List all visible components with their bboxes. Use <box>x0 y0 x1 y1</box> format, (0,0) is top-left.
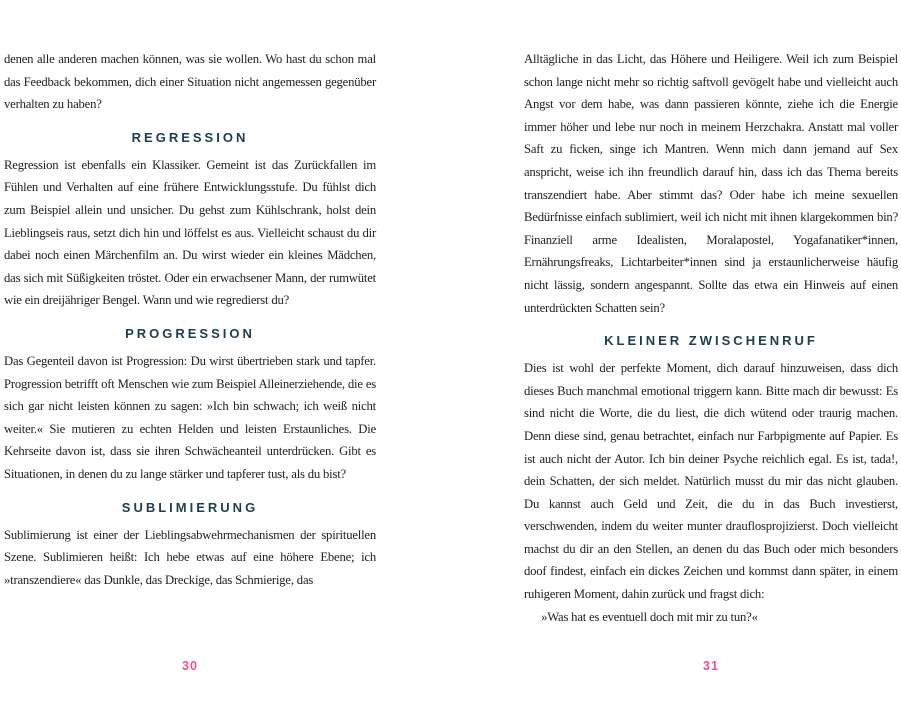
section-heading: PROGRESSION <box>125 325 255 341</box>
section-heading: REGRESSION <box>131 129 249 145</box>
body-paragraph: Das Gegenteil davon ist Progression: Du wirst übertrieben stark und tapfer. Progression betrifft oft Menschen wie zum Beispiel Alleinerziehende, die es sich gar nicht leisten können zu sagen: »Ich bin schwach; ich weiß nicht weiter.« Sie mutieren zu echten Helden und leisten Erstaunliches. Die Kehrseite davon ist, dass sie ihren Schwächeanteil unterdrücken. Gibt es Situationen, in denen du zu lange stärker und tapferer tust, als du bist? <box>4 353 376 481</box>
section-heading: KLEINER ZWISCHENRUF <box>604 333 818 349</box>
body-paragraph: Dies ist wohl der perfekte Moment, dich darauf hinzuweisen, dass dich dieses Buch manchmal emotional triggern kann. Bitte mach dir bewusst: Es sind nicht die Worte, die du liest, die dich wütend oder traurig machen. Denn diese sind, genau betrachtet, einfach nur Farbpigmente auf Papier. Es ist auch nicht der Autor. Ich bin deiner Psyche reichlich egal. Es ist, tada!, dein Schatten, der sich meldet. Natürlich musst du mir das nicht glauben. Du kannst auch Geld und Zeit, die du in das Buch investierst, verschwenden, indem du weiter munter drauflosprojizierst. Doch vielleicht machst du dir an den Stellen, an denen du das Buch oder mich besonders doof findest, einfach ein dickes Zeichen und kommst dann später, in einem ruhigeren Moment, dahin zurück und fragst dich: <box>524 361 898 602</box>
body-paragraph: Sublimierung ist einer der Lieblingsabwehrmechanismen der spirituellen Szene. Sublimieren heißt: Ich hebe etwas auf eine höhere Ebene; ich »transzendiere« das Dunkle, das Dreckige, das Schmierige, das <box>4 527 376 587</box>
body-paragraph: denen alle anderen machen können, was sie wollen. Wo hast du schon mal das Feedback bekommen, dich einer Situation nicht angemessen gegenüber verhalten zu haben? <box>4 52 376 112</box>
body-paragraph: Regression ist ebenfalls ein Klassiker. Gemeint ist das Zurückfallen im Fühlen und Verhalten auf eine frühere Entwicklungsstufe. Du fühlst dich zum Beispiel allein und unsicher. Du gehst zum Kühlschrank, holst dein Lieblingseis raus, setzt dich hin und löffelst es aus. Vielleicht schaust du dir dabei noch einen Märchenfilm an. Du wirst wieder ein kleines Mädchen, das sich mit Süßigkeiten tröstet. Oder ein erwachsener Mann, der rumwütet wie ein dreijähriger Bengel. Wann und wie regredierst du? <box>4 157 376 308</box>
body-paragraph: Alltägliche in das Licht, das Höhere und Heiligere. Weil ich zum Beispiel schon lange nicht mehr so richtig saftvoll gevögelt habe und vielleicht auch Angst vor dem habe, was dann passieren könnte, ziehe ich die Energie immer höher und lebe nur noch in meinem Herzchakra. Anstatt mal voller Saft zu ficken, singe ich Mantren. Wenn mich dann jemand auf Sex anspricht, weise ich ihn freundlich darauf hin, dass ich das Thema bereits transzendiert habe. Aber stimmt das? Oder habe ich meine sexuellen Bedürfnisse einfach sublimiert, weil ich nicht mit ihnen klargekommen bin? Finanziell arme Idealisten, Moralapostel, Yogafanatiker*innen, Ernährungsfreaks, Lichtarbeiter*innen sind ja erstaunlicherweise häufig nicht lässig, sondern angespannt. Sollte das etwa ein Hinweis auf einen unterdrückten Schatten sein? <box>524 52 898 315</box>
page-right <box>524 0 898 720</box>
page-content <box>524 48 898 628</box>
quote-line: »Was hat es eventuell doch mit mir zu tun?« <box>541 609 758 624</box>
page-number: 30 <box>182 659 198 673</box>
section-heading: SUBLIMIERUNG <box>121 499 259 515</box>
page-content <box>4 48 376 591</box>
page-number: 31 <box>703 659 719 673</box>
page-left <box>4 0 376 720</box>
